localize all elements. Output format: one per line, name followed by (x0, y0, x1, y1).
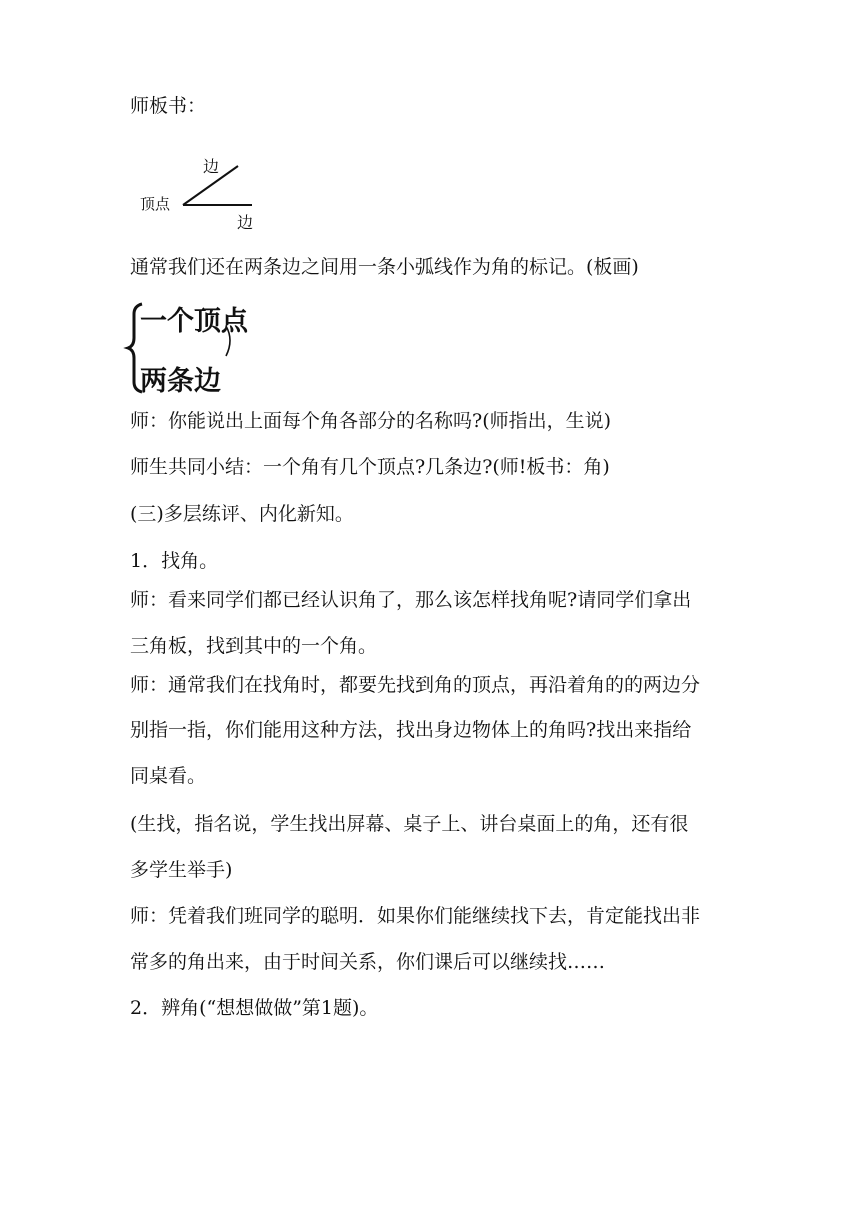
paragraph-13: 常多的角出来，由于时间关系，你们课后可以继续找…… (130, 951, 606, 973)
paragraph-12: 师：凭着我们班同学的聪明．如果你们能继续找下去，肯定能找出非 (130, 905, 701, 927)
paragraph-1: 师：你能说出上面每个角各部分的名称吗?(师指出，生说) (130, 410, 612, 432)
paragraph-8: 别指一指，你们能用这种方法，找出身边物体上的角吗?找出来指给 (130, 719, 692, 741)
board-label: 师板书： (130, 95, 207, 117)
side-bottom-label: 边 (237, 213, 254, 232)
paragraph-5: 师：看来同学们都已经认识角了，那么该怎样找角呢?请同学们拿出 (130, 589, 692, 611)
paragraph-9: 同桌看。 (130, 765, 207, 787)
vertex-label: 顶点 (140, 195, 171, 213)
brace-line-vertex: 一个顶点 (140, 306, 248, 337)
paragraph-11: 多学生举手) (130, 859, 233, 881)
brace-shapes (0, 0, 860, 420)
paragraph-4: 1．找角。 (130, 550, 219, 572)
side-top-label: 边 (203, 157, 220, 176)
paragraph-3: (三)多层练评、内化新知。 (130, 503, 354, 525)
paragraph-10: (生找，指名说，学生找出屏幕、桌子上、讲台桌面上的角，还有很 (130, 813, 689, 835)
paragraph-6: 三角板，找到其中的一个角。 (130, 635, 378, 657)
paragraph-7: 师：通常我们在找角时，都要先找到角的顶点，再沿着角的的两边分 (130, 674, 701, 696)
paragraph-2: 师生共同小结：一个角有几个顶点?几条边?(师!板书：角) (130, 456, 610, 478)
arc-note: 通常我们还在两条边之间用一条小弧线作为角的标记。(板画) (130, 256, 639, 278)
brace-line-sides: 两条边 (140, 366, 221, 397)
paragraph-14: 2．辨角(“想想做做”第1题)。 (130, 997, 379, 1019)
